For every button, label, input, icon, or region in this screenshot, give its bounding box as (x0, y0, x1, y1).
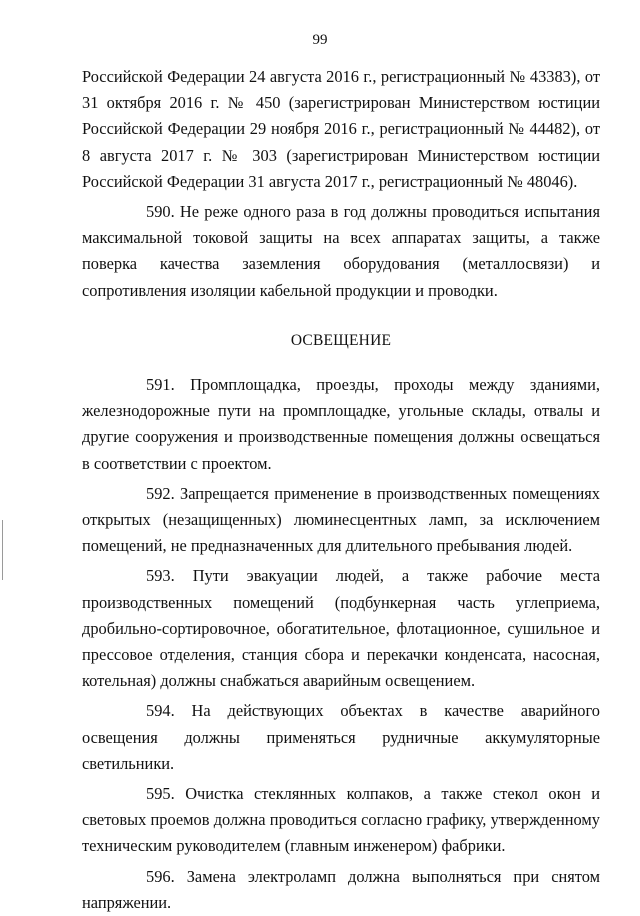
paragraph-continuation: Российской Федерации 24 августа 2016 г., регистрационный № 43383), от 31 октября 2016 г. № 450 (зарегистрирован Министерством юстиции Российской Федерации 29 ноября 2016 г., регистрационный № 44482), от 8 августа 2017 г. № 303 (зарегистрирован Министерством юстиции Российской Федерации 31 августа 2017 г., регистрационный № 48046). (82, 67, 600, 191)
paragraph-590: 590. Не реже одного раза в год должны проводиться испытания максимальной токовой защиты на всех аппаратах защиты, а также поверка качества заземления оборудования (металлосвязи) и сопротивления изоляции кабельной продукции и проводки. (82, 202, 600, 300)
page-number: 99 (312, 32, 328, 48)
paragraph-594: 594. На действующих объектах в качестве аварийного освещения должны применяться рудничные аккумуляторные светильники. (82, 701, 600, 773)
scan-edge-mark (2, 520, 3, 580)
document-body (82, 64, 600, 916)
paragraph-591: 591. Промплощадка, проезды, проходы между зданиями, железнодорожные пути на промплощадке, угольные склады, отвалы и другие сооружения и производственные помещения должны освещаться в соответствии с проектом. (82, 375, 600, 473)
paragraph-595: 595. Очистка стеклянных колпаков, а также стекол окон и световых проемов должна проводиться согласно графику, утвержденному техническим руководителем (главным инженером) фабрики. (82, 784, 600, 856)
paragraph-592: 592. Запрещается применение в производственных помещениях открытых (незащищенных) люминесцентных ламп, за исключением помещений, не предназначенных для длительного пребывания людей. (82, 483, 600, 556)
section-heading: ОСВЕЩЕНИЕ (290, 331, 392, 349)
paragraph-596: 596. Замена электроламп должна выполняться при снятом напряжении. (82, 866, 600, 912)
paragraph-593: 593. Пути эвакуации людей, а также рабочие места производственных помещений (подбункерная часть углеприема, дробильно-сортировочное, обогатительное, флотационное, сушильное и прессовое отделения, станция сбора и перекачки конденсата, насосная, котельная) должны снабжаться аварийным освещением. (82, 566, 600, 691)
